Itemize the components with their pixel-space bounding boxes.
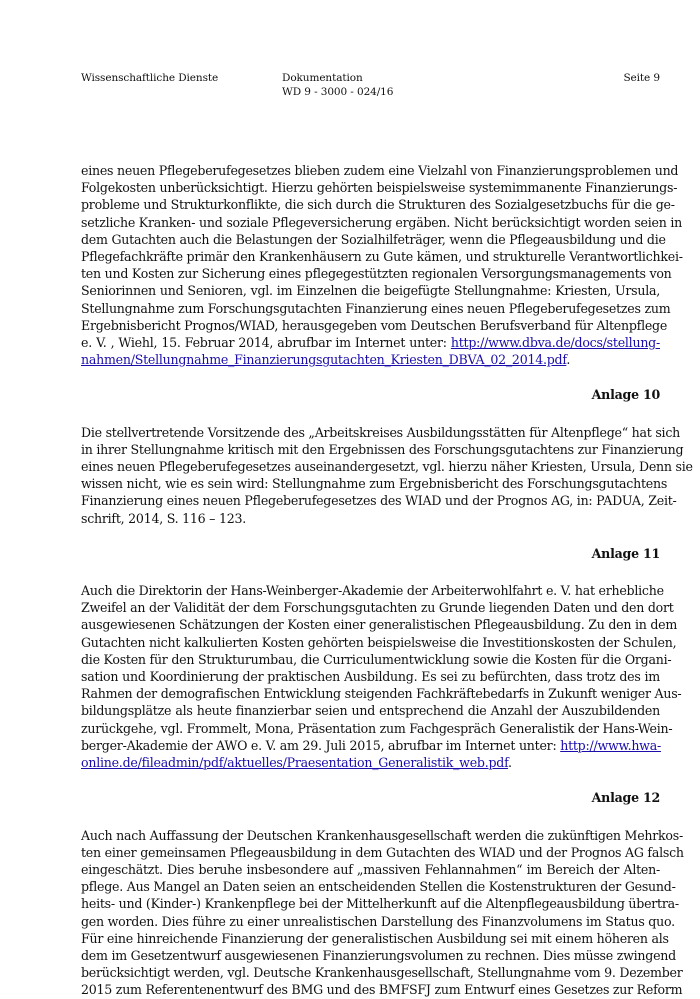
hwa-presentation-link-part1[interactable]: http://www.hwa- bbox=[560, 737, 661, 753]
text-line: Seniorinnen und Senioren, vgl. im Einzelnen die beigefügte Stellungnahme: Kriesten, Ursula, bbox=[81, 283, 660, 299]
text-line: bildungsplätze als heute finanzierbar seien und entsprechend die Anzahl der Auszubildenden bbox=[81, 703, 660, 719]
text-line: berücksichtigt werden, vgl. Deutsche Krankenhausgesellschaft, Stellungnahme vom 9. Dezember bbox=[81, 965, 683, 981]
text-line: Auch nach Auffassung der Deutschen Krankenhausgesellschaft werden die zukünftigen Mehrkos- bbox=[81, 827, 683, 843]
text-line: eines neuen Pflegeberufegesetzes blieben zudem eine Vielzahl von Finanzierungsproblemen und bbox=[81, 163, 679, 178]
text-line: ausgewiesenen Schätzungen der Kosten einer generalistischen Pflegeausbildung. Zu den in dem bbox=[81, 617, 678, 633]
text-line: Gutachten nicht kalkulierten Kosten gehörten beispielsweise die Investitionskosten der Schulen, bbox=[81, 634, 677, 650]
dbva-statement-link-part2[interactable]: nahmen/Stellungnahme_Finanzierungsgutachten_Kriesten_DBVA_02_2014.pdf bbox=[81, 352, 567, 368]
text-line: sation und Koordinierung der praktischen Ausbildung. Es sei zu befürchten, dass trotz des im bbox=[81, 669, 660, 685]
text-line: probleme und Strukturkonflikte, die sich durch die Strukturen des Sozialgesetzbuchs für die ge- bbox=[81, 197, 675, 213]
header-page-number-text: Seite 9 bbox=[623, 72, 660, 84]
header-doc-number: WD 9 - 3000 - 024/16 bbox=[282, 86, 394, 98]
text-line: dem Gutachten auch die Belastungen der Sozialhilfeträger, wenn die Pflegeausbildung und die bbox=[81, 231, 666, 247]
heading-anlage-12: Anlage 12 bbox=[591, 790, 660, 806]
text-line: Folgekosten unberücksichtigt. Hierzu gehörten beispielsweise systemimmanente Finanzierungs- bbox=[81, 180, 678, 196]
spacer bbox=[81, 562, 660, 582]
dbva-statement-link-part1[interactable]: http://www.dbva.de/docs/stellung- bbox=[450, 335, 660, 351]
paragraph-hwa bbox=[81, 582, 682, 771]
line-end: . bbox=[566, 352, 571, 368]
header-doc-type: Dokumentation bbox=[282, 72, 363, 84]
text-line: Rahmen der demografischen Entwicklung steigenden Fachkräftebedarfs in Zukunft weniger Aus- bbox=[81, 686, 682, 702]
spacer bbox=[81, 368, 660, 386]
text-line: gen worden. Dies führe zu einer unrealistischen Darstellung des Finanzvolumens im Status quo. bbox=[81, 913, 675, 929]
text-line: Für eine hinreichende Finanzierung der generalistischen Ausbildung sei mit einem höheren als bbox=[81, 930, 669, 946]
text-line-with-link bbox=[81, 737, 660, 754]
hwa-presentation-link-part2[interactable]: online.de/fileadmin/pdf/aktuelles/Praesentation_Generalistik_web.pdf bbox=[81, 755, 509, 771]
text-line: eines neuen Pflegeberufegesetzes auseinandergesetzt, vgl. hierzu näher Kriesten, Ursula, Denn sie bbox=[81, 459, 693, 475]
text-line: in ihrer Stellungnahme kritisch mit den Ergebnissen des Forschungsgutachtens zur Finanzierung bbox=[81, 441, 684, 457]
spacer bbox=[81, 807, 660, 827]
text-line: dem im Gesetzentwurf ausgewiesenen Finanzierungsvolumen zu rechnen. Dies müsse zwingend bbox=[81, 947, 676, 963]
text-line: ten und Kosten zur Sicherung eines pflegegestützten regionalen Versorgungsmanagements von bbox=[81, 266, 672, 282]
header-document-info bbox=[282, 71, 393, 99]
text-line: schrift, 2014, S. 116 – 123. bbox=[81, 510, 247, 526]
text-line: die Kosten für den Strukturumbau, die Curriculumentwicklung sowie die Kosten für die Organi- bbox=[81, 651, 672, 667]
document-body bbox=[81, 162, 693, 999]
text-line: setzliche Kranken- und soziale Pflegeversicherung ergäben. Nicht berücksichtigt worden seien in bbox=[81, 214, 682, 230]
text-line: Finanzierung eines neuen Pflegeberufegesetzes des WIAD und der Prognos AG, in: PADUA, Zeit- bbox=[81, 493, 677, 509]
heading-anlage-10: Anlage 10 bbox=[591, 387, 660, 403]
text-line: Stellungnahme zum Forschungsgutachten Finanzierung eines neuen Pflegeberufegesetzes zum bbox=[81, 300, 671, 316]
text-line: Ergebnisbericht Prognos/WIAD, herausgegeben vom Deutschen Berufsverband für Altenpflege bbox=[81, 317, 668, 333]
text-line-with-link bbox=[81, 334, 660, 351]
text-line: 2015 zum Referentenentwurf des BMG und des BMFSFJ zum Entwurf eines Gesetzes zur Reform bbox=[81, 982, 683, 998]
spacer bbox=[81, 771, 660, 789]
line-end: . bbox=[508, 755, 512, 771]
text-line: zurückgehe, vgl. Frommelt, Mona, Präsentation zum Fachgespräch Generalistik der Hans-Wein- bbox=[81, 720, 673, 736]
line-text: berger-Akademie der AWO e. V. am 29. Juli 2015, abrufbar im Internet unter: bbox=[81, 737, 561, 753]
text-line: Pflegefachkräfte primär den Krankenhäusern zu Gute kämen, und strukturelle Verantwortlichkei- bbox=[81, 249, 683, 265]
heading-anlage-11: Anlage 11 bbox=[591, 545, 660, 561]
text-line: Auch die Direktorin der Hans-Weinberger-Akademie der Arbeiterwohlfahrt e. V. hat erhebliche bbox=[81, 583, 664, 599]
spacer bbox=[81, 404, 660, 424]
text-line: pflege. Aus Mangel an Daten seien an entscheidenden Stellen die Kostenstrukturen der Gesund- bbox=[81, 879, 676, 895]
text-line: ten einer gemeinsamen Pflegeausbildung in dem Gutachten des WIAD und der Prognos AG falsch bbox=[81, 844, 684, 860]
text-line: wissen nicht, wie es sein wird: Stellungnahme zum Ergebnisbericht des Forschungsgutachtens bbox=[81, 476, 668, 492]
header-institution-text: Wissenschaftliche Dienste bbox=[81, 72, 219, 84]
text-line: eingeschätzt. Dies beruhe insbesondere auf „massiven Fehlannahmen“ im Bereich der Alten- bbox=[81, 861, 660, 877]
header-page-number bbox=[560, 71, 660, 85]
paragraph-dbva-statement bbox=[81, 162, 683, 368]
paragraph-dkg bbox=[81, 827, 684, 999]
text-line-with-link bbox=[81, 754, 660, 771]
text-line: Zweifel an der Validität der dem Forschungsgutachten zu Grunde liegenden Daten und den dort bbox=[81, 600, 674, 616]
header-institution bbox=[81, 71, 218, 85]
text-line: heits- und (Kinder-) Krankenpflege bei der Mittelherkunft auf die Altenpflegeausbildung übertra- bbox=[81, 896, 679, 912]
paragraph-arbeitskreis bbox=[81, 424, 693, 527]
line-text: e. V. , Wiehl, 15. Februar 2014, abrufbar im Internet unter: bbox=[81, 335, 451, 351]
text-line: Die stellvertretende Vorsitzende des „Arbeitskreises Ausbildungsstätten für Altenpflege“ hat sich bbox=[81, 424, 680, 440]
page-header bbox=[0, 71, 700, 111]
spacer bbox=[81, 527, 660, 545]
text-line-with-link bbox=[81, 351, 660, 368]
